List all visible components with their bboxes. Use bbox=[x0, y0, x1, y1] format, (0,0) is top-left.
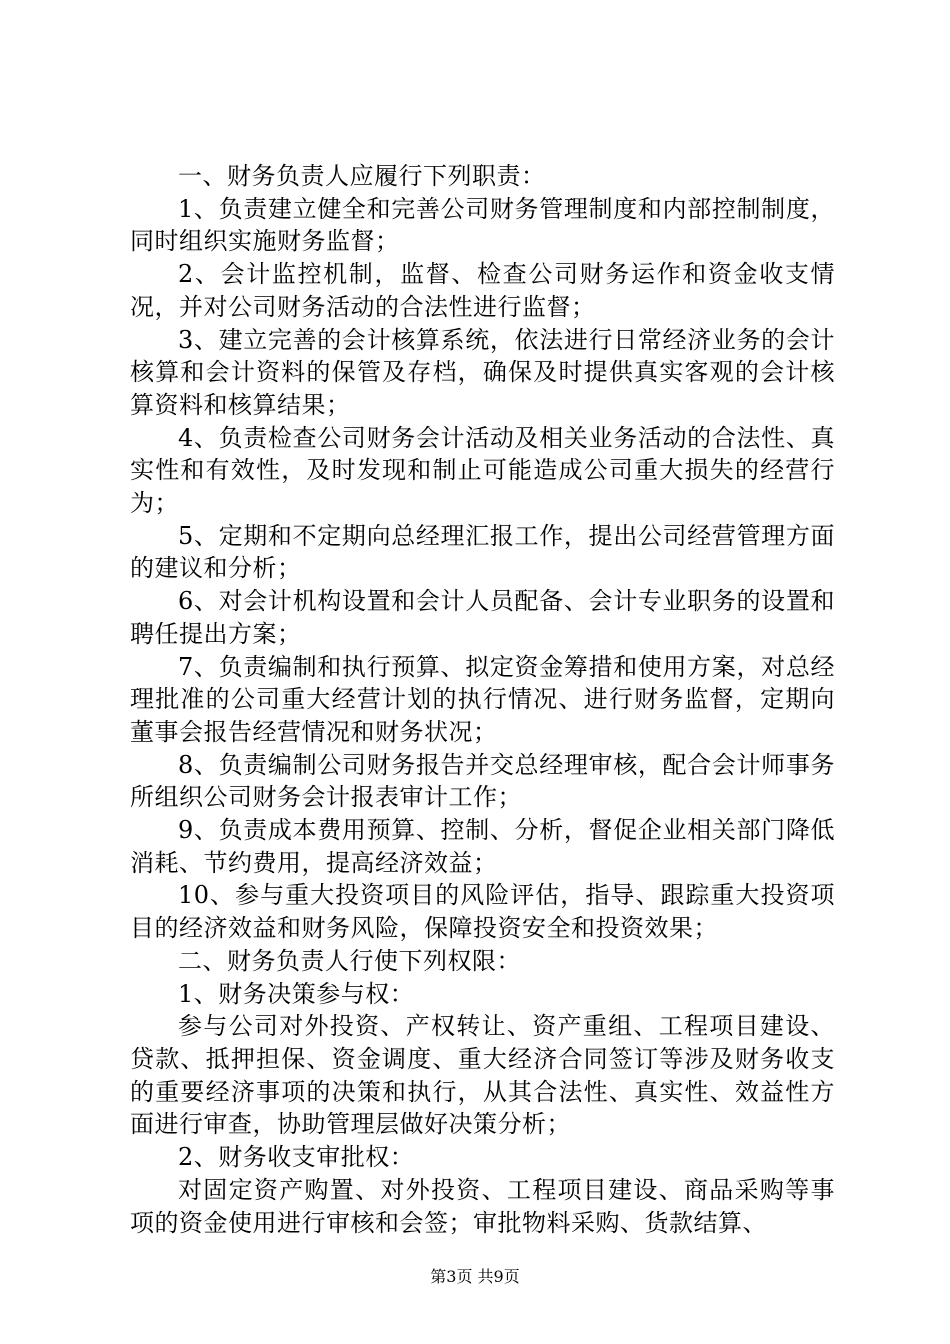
duty-item-8: 8、负责编制公司财务报告并交总经理审核，配合会计师事务所组织公司财务会计报表审计工作； bbox=[130, 750, 835, 812]
duty-item-6: 6、对会计机构设置和会计人员配备、会计专业职务的设置和聘任提出方案； bbox=[130, 587, 835, 648]
duty-item-3: 3、建立完善的会计核算系统，依法进行日常经济业务的会计核算和会计资料的保管及存档，确保及时提供真实客观的会计核算资料和核算结果； bbox=[130, 325, 835, 419]
duty-item-5: 5、定期和不定期向总经理汇报工作，提出公司经营管理方面的建议和分析； bbox=[130, 521, 835, 583]
power-item-1-body: 参与公司对外投资、产权转让、资产重组、工程项目建设、贷款、抵押担保、资金调度、重大经济合同签订等涉及财务收支的重要经济事项的决策和执行，从其合法性、真实性、效益性方面进行审查，协助管理层做好决策分析； bbox=[130, 1012, 835, 1139]
duty-item-7: 7、负责编制和执行预算、拟定资金筹措和使用方案，对总经理批准的公司重大经营计划的执行情况、进行财务监督，定期向董事会报告经营情况和财务状况； bbox=[130, 652, 835, 746]
duty-item-10: 10、参与重大投资项目的风险评估，指导、跟踪重大投资项目的经济效益和财务风险，保障投资安全和投资效果； bbox=[130, 881, 835, 943]
page-number-footer: 第3页 共9页 bbox=[430, 1267, 520, 1286]
power-item-1-title: 1、财务决策参与权： bbox=[178, 979, 415, 1008]
section-heading-powers: 二、财务负责人行使下列权限： bbox=[178, 946, 521, 975]
duty-item-4: 4、负责检查公司财务会计活动及相关业务活动的合法性、真实性和有效性，及时发现和制止可能造成公司重大损失的经营行为； bbox=[130, 423, 835, 518]
document-body bbox=[130, 160, 835, 1239]
duty-item-2: 2、会计监控机制，监督、检查公司财务运作和资金收支情况，并对公司财务活动的合法性进行监督； bbox=[130, 260, 835, 321]
power-item-2-title: 2、财务收支审批权： bbox=[178, 1143, 415, 1172]
power-item-2-body: 对固定资产购置、对外投资、工程项目建设、商品采购等事项的资金使用进行审核和会签；审批物料采购、货款结算、 bbox=[130, 1175, 835, 1237]
duty-item-1: 1、负责建立健全和完善公司财务管理制度和内部控制制度，同时组织实施财务监督； bbox=[130, 194, 835, 256]
section-heading-duties: 一、财务负责人应履行下列职责： bbox=[178, 162, 546, 190]
duty-item-9: 9、负责成本费用预算、控制、分析，督促企业相关部门降低消耗、节约费用，提高经济效益； bbox=[130, 816, 835, 877]
